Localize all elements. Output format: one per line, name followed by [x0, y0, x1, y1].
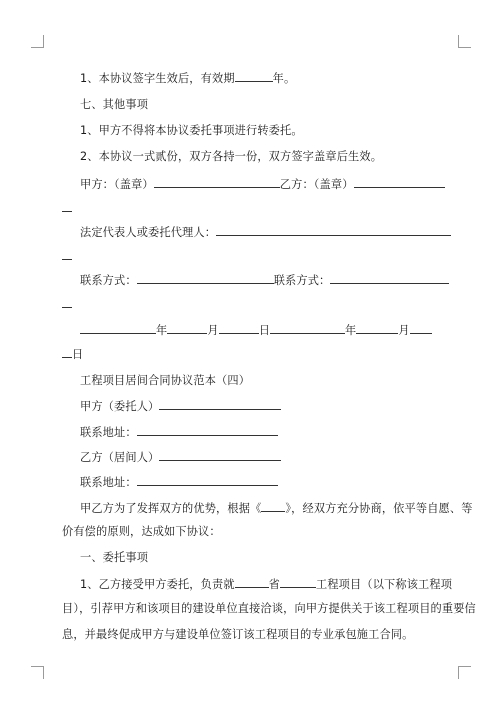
blank-party-a — [159, 398, 281, 410]
validity-line: 1、本协议签字生效后，有效期 年。 — [80, 72, 296, 85]
blank-province — [235, 576, 269, 588]
blank-party-b — [159, 449, 281, 461]
blank-contact-a — [137, 272, 274, 284]
item1-line-a: 1、乙方接受甲方委托，负责就 省 工程项目（以下称该工程项 — [80, 578, 453, 591]
clause-no-subcontract: 1、甲方不得将本协议委托事项进行转委托。 — [80, 124, 303, 137]
blank-year-a — [80, 322, 156, 334]
crop-mark-bottom-right — [458, 666, 471, 679]
blank-year-b — [270, 322, 345, 334]
section-heading-entrust: 一、委托事项 — [80, 551, 149, 564]
blank-legal-rep — [216, 224, 451, 236]
document-title: 工程项目居间合同协议范本（四） — [80, 374, 251, 387]
blank-law-name — [261, 500, 285, 512]
intro-line-1: 甲乙方为了发挥双方的优势，根据《 》，经双方充分协商，依平等自愿、等 — [80, 502, 473, 515]
party-a-line: 甲方（委托人） — [62, 398, 458, 415]
blank-month-a — [167, 322, 207, 334]
intro-line-2: 价有偿的原则，达成如下协议： — [62, 525, 221, 538]
contact-wrap — [62, 296, 440, 313]
contact-line: 联系方式： 联系方式： — [62, 272, 458, 289]
address-a-line: 联系地址： — [62, 424, 458, 441]
blank-seal-wrap — [62, 200, 72, 212]
blank-party-a-seal — [154, 176, 280, 188]
seal-line: 甲方：（盖章） 乙方：（盖章） — [62, 176, 458, 193]
address-b-line: 联系地址： — [62, 474, 458, 491]
party-b-line: 乙方（居间人） — [62, 449, 458, 466]
blank-day-b-end — [62, 346, 72, 358]
legal-rep-wrap — [62, 248, 440, 265]
item1-line-b: 目），引荐甲方和该项目的建设单位直接洽谈，向甲方提供关于该工程项目的重要信 — [62, 602, 476, 615]
crop-mark-bottom-left — [31, 666, 44, 679]
blank-contact-wrap — [62, 296, 72, 308]
blank-address-a — [137, 424, 278, 436]
blank-party-b-seal — [354, 176, 445, 188]
crop-mark-top-left — [31, 35, 44, 48]
blank-address-b — [137, 474, 278, 486]
crop-mark-top-right — [458, 35, 471, 48]
legal-rep-line: 法定代表人或委托代理人： — [62, 224, 458, 241]
date-line: 年 月 日 年 月 — [62, 322, 458, 339]
section-heading-other: 七、其他事项 — [80, 98, 149, 111]
blank-day-b-start — [410, 322, 432, 334]
blank-project — [280, 576, 316, 588]
blank-contact-b — [330, 272, 449, 284]
blank-years — [235, 70, 273, 82]
item1-line-c: 息，并最终促成甲方与建设单位签订该工程项目的专业承包施工合同。 — [62, 628, 414, 641]
blank-month-b — [356, 322, 398, 334]
seal-line-wrap — [62, 200, 440, 217]
blank-day-a — [219, 322, 259, 334]
blank-legal-rep-wrap — [62, 248, 72, 260]
clause-copies: 2、本协议一式贰份，双方各持一份，双方签字盖章后生效。 — [80, 150, 383, 163]
date-line-wrap: 日 — [62, 346, 440, 363]
